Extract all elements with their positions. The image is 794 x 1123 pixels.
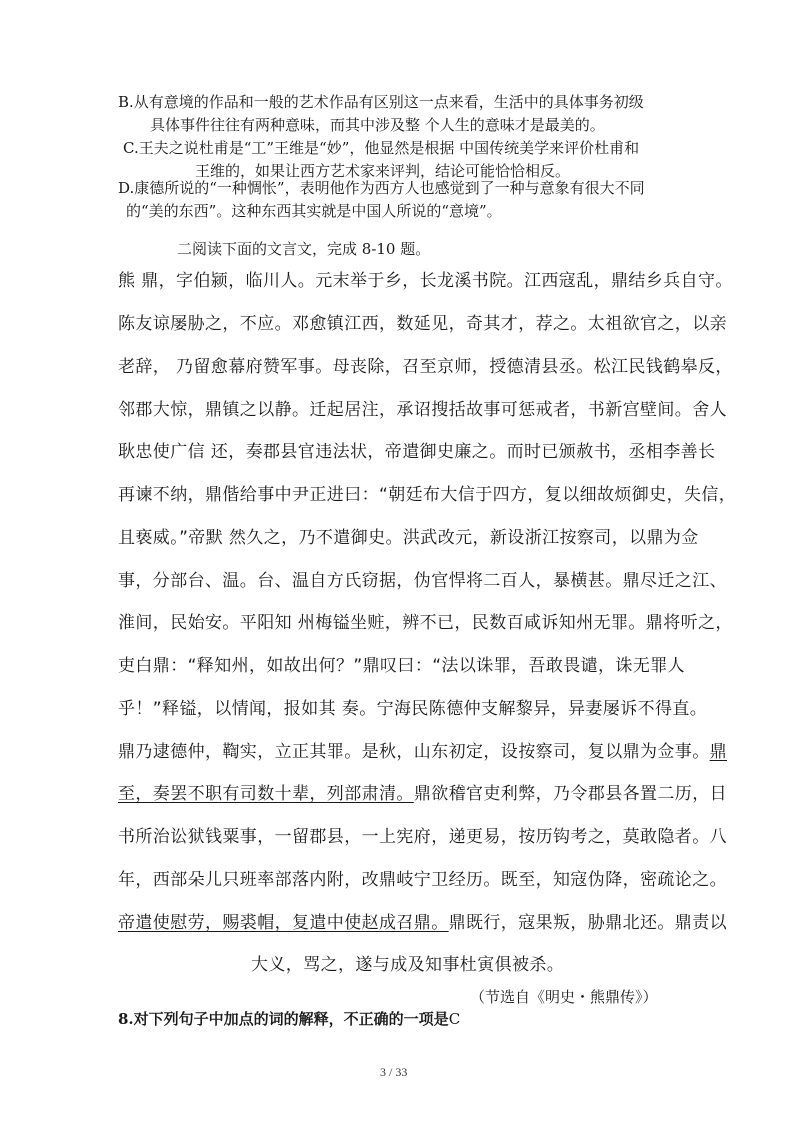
- question-number: 8.: [118, 1010, 134, 1028]
- option-b-line-1: B.从有意境的作品和一般的艺术作品有区别这一点来看，生活中的具体事务初级: [118, 93, 644, 111]
- option-b-line-2: 具体事件往往有两种意味，而其中涉及整 个人生的意味才是最美的。: [150, 116, 605, 134]
- passage-text: 鼎既行，寇果叛，胁鼎北还。鼎责以: [448, 913, 728, 933]
- source-note: （节选自《明史・熊鼎传》）: [470, 988, 658, 1006]
- option-c-line-2: 王维的，如果让西方艺术家来评判，结论可能恰恰相反。: [195, 162, 571, 180]
- option-d-line-2: 的“美的东西”。这种东西其实就是中国人所说的“意境”。: [126, 202, 502, 220]
- passage-line: 书所治讼狱钱粟事，一留郡县，一上宪府，递更易，按历钩考之，莫敢隐者。八: [118, 827, 727, 847]
- question-8: [118, 1012, 460, 1027]
- section-heading: 二阅读下面的文言文，完成 8-10 题。: [177, 240, 431, 258]
- passage-line: 年，西部朵儿只班率部落内附，改鼎岐宁卫经历。既至，知寇伪降，密疏论之。: [118, 870, 727, 890]
- passage-text: 鼎乃逮德仲，鞫实，立正其罪。是秋，山东初定，设按察司，复以鼎为佥事。: [118, 742, 710, 762]
- passage-line: 邻郡大惊，鼎镇之以静。迁起居注，承诏搜括故事可惩戒者，书新宫壁间。舍人: [118, 400, 727, 420]
- passage-line: [118, 786, 727, 803]
- passage-line: 乎！”释镒，以情闻，报如其 奏。宁海民陈德仲支解黎异，异妻屡诉不得直。: [118, 699, 708, 719]
- underlined-sentence: 鼎: [709, 742, 728, 762]
- question-text: 对下列句子中加点的词的解释，不正确的一项是: [133, 1010, 449, 1028]
- passage-line: 耿忠使广信 还，奏郡县官违法状，帝遣御史廉之。而时已颁赦书，丞相李善长: [118, 442, 716, 462]
- passage-line: 淮间，民始安。平阳知 州梅镒坐赃，辨不已，民数百咸诉知州无罪。鼎将听之，: [118, 613, 733, 633]
- passage-text: 鼎欲稽官吏利弊，乃令郡县各置二历，日: [413, 784, 728, 804]
- passage-line: 再谏不纳，鼎偕给事中尹正进曰：“朝廷布大信于四方，复以细故烦御史，失信，: [118, 485, 737, 505]
- passage-line: 且亵威。”帝默 然久之，乃不遣御史。洪武改元，新设浙江按察司，以鼎为佥: [118, 528, 699, 548]
- underlined-sentence: 至，奏罢不职有司数十辈，列部肃清。: [118, 784, 414, 804]
- passage-line: 事，分部台、温。台、温自方氏窃据，伪官悍将二百人，暴横甚。鼎尽迁之江、: [118, 571, 727, 591]
- passage-line: 老辞， 乃留愈幕府赞军事。母丧除，召至京师，授德清县丞。松江民钱鹤皋反，: [118, 357, 733, 377]
- passage-line: 大义，骂之，遂与成及知事杜寅俱被杀。: [251, 955, 565, 975]
- option-c-line-1: C.王夫之说杜甫是“工”王维是“妙”，他显然是根据 中国传统美学来评价杜甫和: [123, 139, 640, 157]
- passage-line: 熊 鼎，字伯颍，临川人。元末举于乡，长龙溪书院。江西寇乱，鼎结乡兵自守。: [118, 271, 733, 291]
- passage-line: [118, 915, 727, 932]
- passage-line: 吏白鼎：“释知州，如故出何？”鼎叹曰：“法以诛罪，吾敢畏谴，诛无罪人: [118, 656, 686, 676]
- underlined-sentence: 帝遣使慰劳，赐裘帽，复遣中使赵成召鼎。: [118, 913, 449, 933]
- passage-line: 陈友谅屡胁之，不应。邓愈镇江西，数延见，奇其才，荐之。太祖欲官之，以亲: [118, 314, 727, 334]
- option-d-line-1: D.康德所说的“一种惆怅”，表明他作为西方人也感觉到了一种与意象有很大不同: [118, 179, 645, 197]
- passage-line: [118, 744, 727, 761]
- page-number: 3 / 33: [380, 1065, 408, 1079]
- question-answer: C: [448, 1010, 461, 1028]
